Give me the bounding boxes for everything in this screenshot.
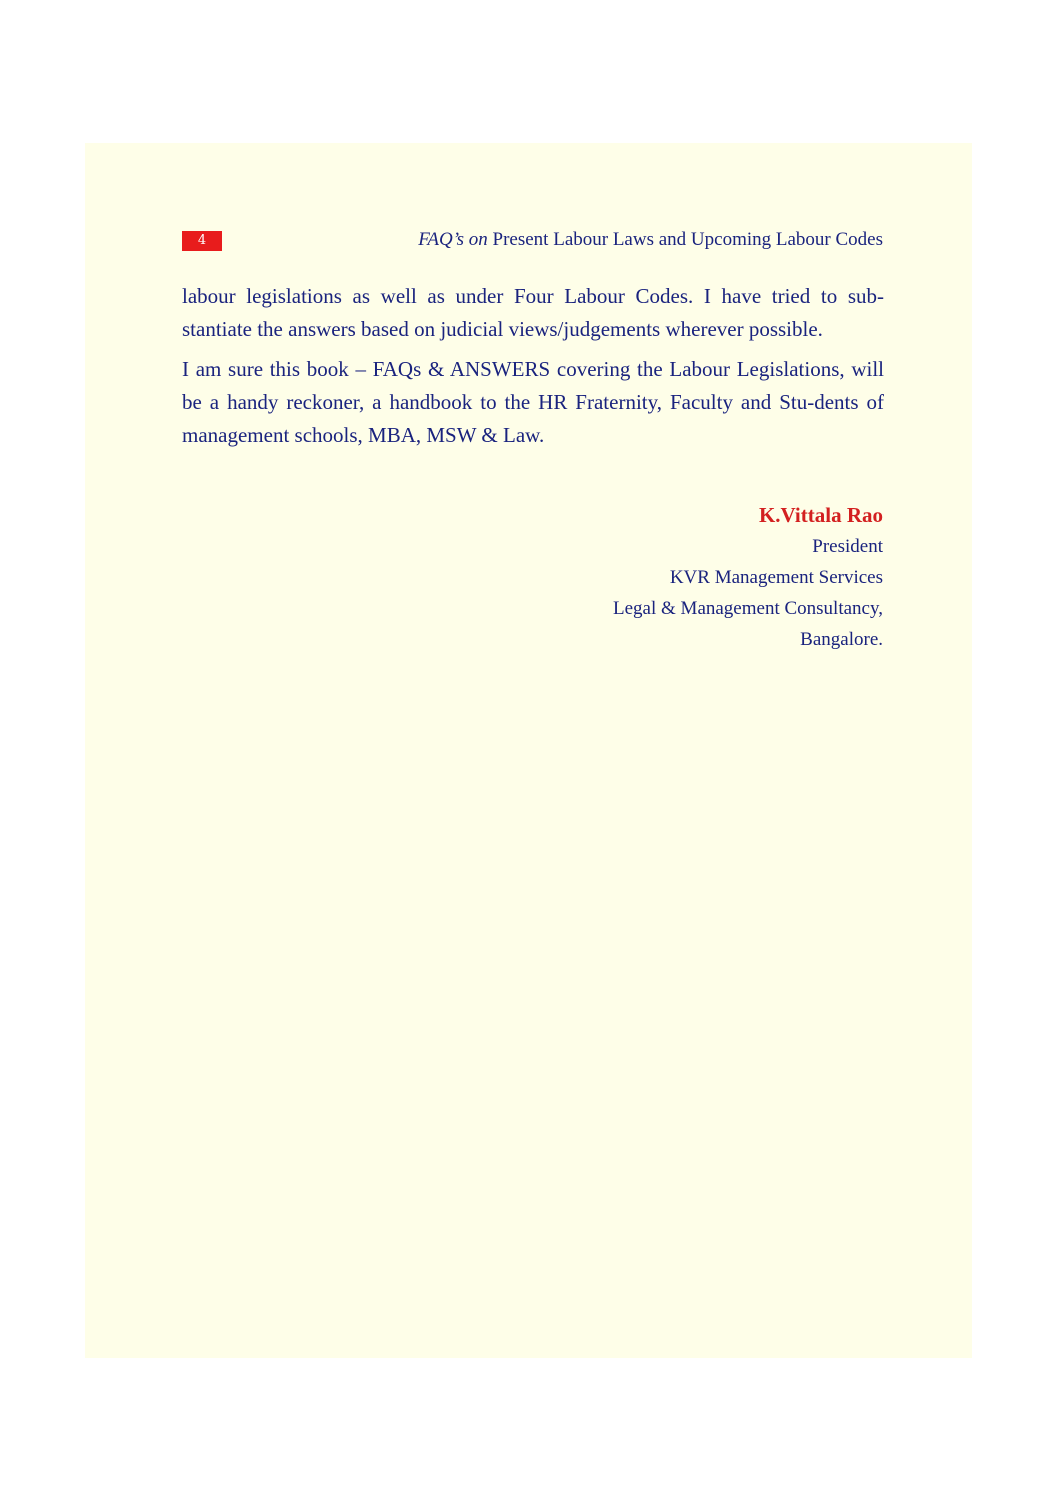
- page-number: 4: [182, 231, 222, 251]
- running-title-italic: FAQ’s on: [418, 229, 488, 250]
- document-page: [85, 143, 972, 1358]
- running-header: [182, 228, 883, 252]
- running-title: [418, 228, 883, 252]
- body-text: [182, 280, 884, 459]
- author-city: Bangalore.: [800, 629, 883, 650]
- running-title-rest: Present Labour Laws and Upcoming Labour Codes: [487, 229, 883, 250]
- author-company: KVR Management Services: [669, 567, 883, 588]
- paragraph: I am sure this book – FAQs & ANSWERS covering the Labour Legislations, will be a handy reckoner, a handbook to the HR Fraternity, Faculty and Stu-dents of management schools, MBA, MSW & Law.: [182, 357, 884, 447]
- signature-block: [613, 500, 883, 655]
- author-company-description: Legal & Management Consultancy,: [613, 598, 883, 619]
- author-name: K.Vittala Rao: [758, 503, 883, 527]
- author-title: President: [812, 536, 883, 557]
- paragraph: labour legislations as well as under Four Labour Codes. I have tried to sub-stantiate the answers based on judicial views/judgements wherever possible.: [182, 284, 884, 341]
